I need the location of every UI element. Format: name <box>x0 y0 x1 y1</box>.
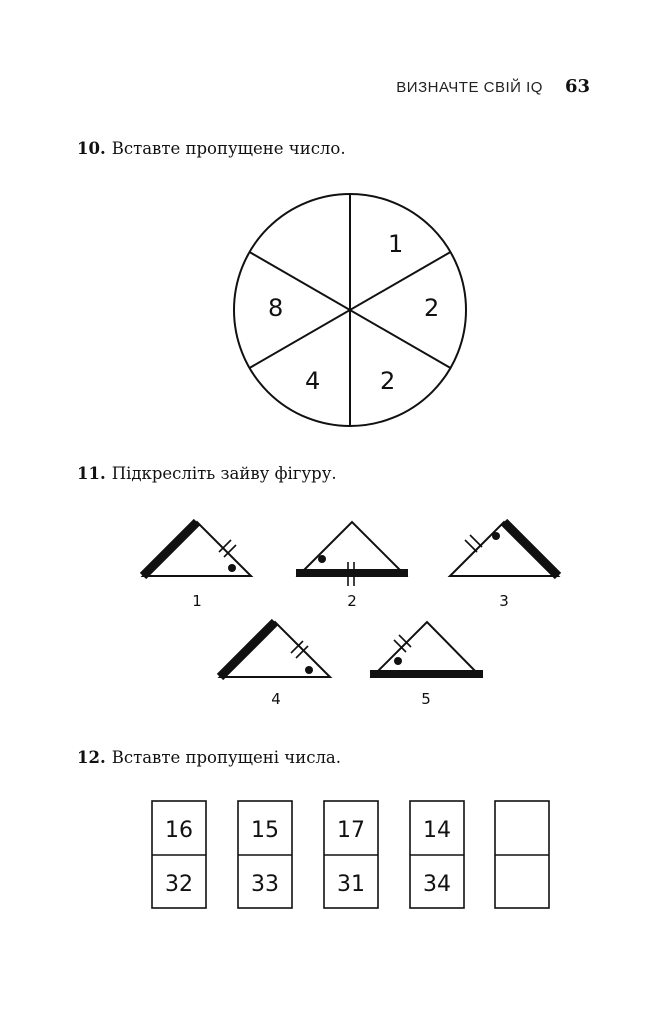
thick-side <box>504 522 558 576</box>
figure-label: 5 <box>421 690 431 708</box>
task-number: 10. <box>77 139 106 158</box>
number-box-1 <box>152 801 206 908</box>
sector-number: 4 <box>305 367 321 395</box>
triangle-outline <box>372 622 481 677</box>
angle-dot <box>394 657 402 665</box>
figure-label: 4 <box>271 690 281 708</box>
number-box-4 <box>410 801 464 908</box>
box-bottom-number: 32 <box>165 872 193 897</box>
sector-number: 8 <box>268 294 284 322</box>
triangle-outline <box>298 522 406 576</box>
number-box-3 <box>324 801 378 908</box>
figure-label: 1 <box>192 592 202 610</box>
box-bottom-number: 34 <box>423 872 451 897</box>
tick-mark <box>470 535 482 547</box>
triangle-figure-2 <box>296 522 408 610</box>
running-head-title: ВИЗНАЧТЕ СВІЙ IQ <box>396 79 543 96</box>
box-top-number: 15 <box>251 818 279 843</box>
triangle-figure-4 <box>220 622 330 708</box>
box-top-number: 17 <box>337 818 365 843</box>
triangle-figure-5 <box>370 622 483 708</box>
angle-dot <box>305 666 313 674</box>
angle-dot <box>318 555 326 563</box>
triangle-outline <box>450 522 558 576</box>
box-bottom-number: 33 <box>251 872 279 897</box>
sector-number: 2 <box>380 367 396 395</box>
triangle-outline <box>220 622 330 677</box>
sector-number: 2 <box>424 294 440 322</box>
task-number: 12. <box>77 748 106 767</box>
task-text: Вставте пропущене число. <box>111 139 346 158</box>
thick-side <box>143 522 197 576</box>
box-top-number: 16 <box>165 818 193 843</box>
number-box-5-empty <box>495 801 549 908</box>
sector-number: 1 <box>388 230 404 258</box>
page-number: 63 <box>564 76 590 97</box>
task-text: Вставте пропущені числа. <box>111 748 342 767</box>
task-number: 11. <box>77 464 106 483</box>
sector-circle <box>234 194 466 426</box>
thick-side <box>220 622 275 677</box>
number-box-2 <box>238 801 292 908</box>
figure-label: 2 <box>347 592 357 610</box>
figure-label: 3 <box>499 592 509 610</box>
triangle-figure-1 <box>143 522 251 610</box>
triangle-figure-3 <box>450 522 558 610</box>
task-text: Підкресліть зайву фігуру. <box>111 464 337 483</box>
box-top-number: 14 <box>423 818 451 843</box>
box-bottom-number: 31 <box>337 872 365 897</box>
angle-dot <box>492 532 500 540</box>
tick-mark <box>465 540 477 552</box>
angle-dot <box>228 564 236 572</box>
